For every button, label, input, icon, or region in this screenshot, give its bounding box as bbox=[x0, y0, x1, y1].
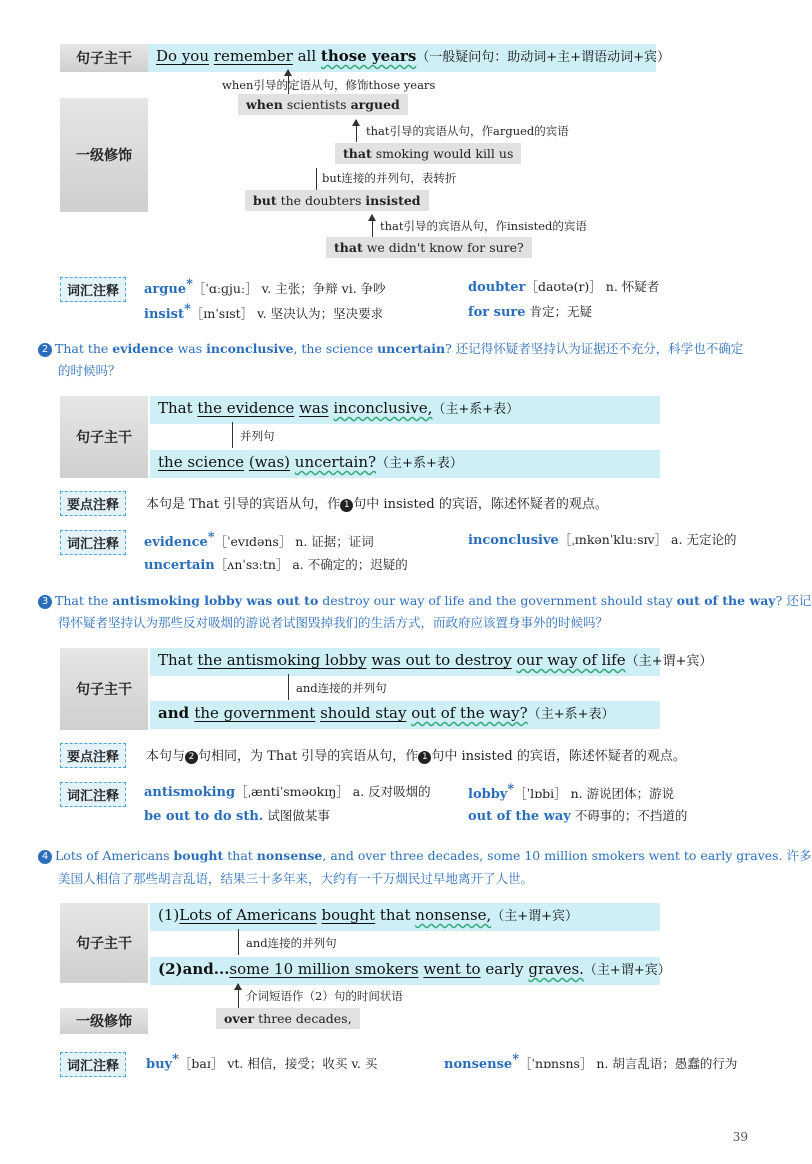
subject: the government bbox=[194, 704, 316, 722]
conjunction: (2)and... bbox=[158, 960, 230, 978]
verb: remember bbox=[213, 47, 293, 65]
note-but-clause: but连接的并列句，表转折 bbox=[322, 171, 457, 185]
vocab-definition: 试图做某事 bbox=[267, 808, 330, 823]
label-vocab-1: 词汇注释 bbox=[60, 277, 126, 302]
text: destroy our way of life and the government should stay bbox=[318, 593, 677, 608]
text: , the science bbox=[293, 341, 378, 356]
vocab-word: antismoking bbox=[144, 785, 236, 800]
main-clause-2b bbox=[150, 450, 660, 478]
clause-that-1 bbox=[335, 143, 521, 164]
sentence-4-en bbox=[38, 846, 812, 864]
star-icon: * bbox=[186, 277, 193, 292]
vocab-definition: 不碍事的；不挡道的 bbox=[574, 808, 688, 823]
star-icon: * bbox=[172, 1052, 179, 1067]
note-that-clause: that引导的宾语从句，作argued的宾语 bbox=[366, 124, 569, 138]
label-main-clause-2: 句子主干 bbox=[60, 396, 148, 478]
number-badge: 2 bbox=[185, 751, 198, 764]
label-key-3: 要点注释 bbox=[60, 743, 126, 768]
text: 本句与 bbox=[146, 749, 186, 764]
subject: Lots of Americans bbox=[179, 906, 317, 924]
sentence-2-en bbox=[38, 339, 743, 357]
text: argued bbox=[350, 97, 400, 112]
arrow-icon bbox=[234, 983, 242, 990]
vocab-word: buy bbox=[146, 1057, 173, 1073]
text: scientists bbox=[282, 97, 351, 112]
sentence-3-zh: 得怀疑者坚持认为那些反对吸烟的游说者试图毁掉我们的生活方式，而政府应该置身事外的时候吗？ bbox=[58, 615, 609, 630]
text: was bbox=[173, 341, 207, 356]
vocab-word: argue bbox=[144, 282, 187, 298]
subject: the science bbox=[158, 453, 245, 471]
translation: 还记 bbox=[782, 593, 812, 608]
vocab-word: out of the way bbox=[468, 809, 571, 824]
label-main-clause-1: 句子主干 bbox=[60, 44, 148, 72]
text: Lots of Americans bbox=[55, 848, 174, 863]
key-point-2 bbox=[146, 493, 608, 512]
vocab-word: inconclusive bbox=[468, 533, 559, 548]
sentence-4-zh: 美国人相信了那些胡言乱语，结果三十多年来，大约有一千万烟民过早地离开了人世。 bbox=[58, 871, 534, 886]
number-badge: 4 bbox=[38, 850, 52, 864]
arrow-icon bbox=[284, 69, 292, 76]
predicative: inconclusive, bbox=[333, 399, 433, 417]
object: those years bbox=[320, 47, 417, 65]
verb: was out to destroy bbox=[371, 651, 512, 669]
translation: 还记得怀疑者坚持认为证据还不充分，科学也不确定 bbox=[451, 341, 744, 356]
vocab-nonsense bbox=[444, 1052, 737, 1072]
star-icon: * bbox=[183, 302, 191, 317]
star-icon: * bbox=[507, 782, 515, 797]
vocab-doubter bbox=[468, 277, 659, 295]
vocab-definition: ［ˈevɪdəns］ n. 证据；证词 bbox=[214, 534, 374, 550]
vocab-be-out-to bbox=[144, 806, 330, 824]
connector-line bbox=[288, 674, 289, 700]
vocab-inconclusive bbox=[468, 530, 736, 548]
vocab-definition: ［daʊtə(r)］ n. 怀疑者 bbox=[525, 279, 660, 294]
text: three decades, bbox=[254, 1011, 352, 1026]
verb: should stay bbox=[320, 704, 407, 722]
text: over bbox=[224, 1011, 255, 1026]
key-point-3 bbox=[146, 745, 686, 764]
vocab-definition: ［ɪnˈsɪst］ v. 坚决认为；坚决要求 bbox=[190, 306, 384, 322]
vocab-definition: ［ˈnɒnsns］ n. 胡言乱语；愚蠢的行为 bbox=[519, 1056, 738, 1072]
text: nonsense bbox=[256, 848, 323, 863]
main-clause-4b bbox=[150, 957, 671, 985]
subject: the evidence bbox=[197, 399, 295, 417]
number-badge: 3 bbox=[38, 595, 52, 609]
verb: (was) bbox=[248, 453, 291, 471]
text: that bbox=[334, 240, 363, 255]
vocab-word: insist bbox=[144, 307, 184, 323]
vocab-definition: 肯定；无疑 bbox=[529, 304, 593, 319]
vocab-word: lobby bbox=[468, 787, 508, 803]
subject: you bbox=[181, 47, 209, 65]
vocab-definition: ［baɪ］ vt. 相信，接受；收买 v. 买 bbox=[178, 1056, 378, 1072]
subject: the antismoking lobby bbox=[197, 651, 367, 669]
conjunction-note: 并列句 bbox=[240, 429, 275, 443]
predicative: out of the way? bbox=[411, 704, 528, 722]
text: 本句是 That 引导的宾语从句，作 bbox=[146, 497, 341, 512]
translation: 许多 bbox=[782, 848, 812, 863]
vocab-word: nonsense bbox=[444, 1057, 513, 1073]
text: That the bbox=[55, 593, 113, 608]
clause-over bbox=[216, 1008, 360, 1029]
text: Do bbox=[156, 47, 182, 65]
vocab-definition: ［ˈlɒbi］ n. 游说团体；游说 bbox=[514, 786, 675, 802]
vocab-definition: ［ʌnˈsɜːtn］ a. 不确定的；迟疑的 bbox=[214, 557, 408, 572]
clause-when bbox=[238, 94, 408, 115]
structure-note: （主+谓+宾） bbox=[625, 654, 713, 669]
text: evidence bbox=[112, 341, 174, 356]
text: inconclusive bbox=[206, 341, 294, 356]
vocab-word: doubter bbox=[468, 280, 526, 295]
text: That bbox=[158, 651, 198, 669]
main-clause-4a bbox=[150, 903, 660, 931]
main-clause-1 bbox=[148, 44, 670, 72]
text: 句中 insisted 的宾语，陈述怀疑者的观点。 bbox=[431, 749, 686, 764]
vocab-insist bbox=[144, 302, 383, 322]
label-first-modifier-4: 一级修饰 bbox=[60, 1008, 148, 1034]
text: uncertain bbox=[377, 341, 446, 356]
label-vocab-3: 词汇注释 bbox=[60, 782, 126, 807]
vocab-word: uncertain bbox=[144, 558, 215, 573]
clause-that-2 bbox=[326, 237, 532, 258]
number-badge: 1 bbox=[340, 499, 353, 512]
structure-note: （主+系+表） bbox=[376, 456, 463, 471]
text: bought bbox=[173, 848, 224, 863]
text: the doubters bbox=[276, 193, 366, 208]
text: , and over three decades, some 10 million smokers went to early graves. bbox=[322, 848, 783, 863]
text: insisted bbox=[365, 193, 421, 208]
number-badge: 1 bbox=[418, 751, 431, 764]
main-clause-3b bbox=[150, 701, 660, 729]
vocab-definition: ［ˈɑːɡjuː］ v. 主张；争辩 vi. 争吵 bbox=[192, 281, 386, 297]
label-vocab-4: 词汇注释 bbox=[60, 1052, 126, 1077]
vocab-word: be out to do sth. bbox=[144, 809, 264, 824]
main-clause-3a bbox=[150, 648, 713, 676]
label-main-clause-3: 句子主干 bbox=[60, 648, 148, 730]
predicative: uncertain? bbox=[294, 453, 377, 471]
label-vocab-2: 词汇注释 bbox=[60, 530, 126, 555]
main-clause-2a bbox=[150, 396, 660, 424]
verb: went to bbox=[423, 960, 481, 978]
number-badge: 2 bbox=[38, 343, 52, 357]
text: early bbox=[480, 960, 529, 978]
vocab-antismoking bbox=[144, 782, 431, 800]
note-prep-phrase: 介词短语作（2）句的时间状语 bbox=[246, 989, 403, 1003]
sentence-3-en bbox=[38, 591, 811, 609]
clause-but bbox=[245, 190, 429, 211]
connector-line bbox=[238, 929, 239, 955]
conjunction-note: and连接的并列句 bbox=[296, 681, 387, 695]
text: (1) bbox=[158, 906, 180, 924]
vocab-uncertain bbox=[144, 555, 408, 573]
vocab-word: evidence bbox=[144, 535, 208, 551]
vocab-definition: ［ˌæntiˈsməʊkɪŋ］ a. 反对吸烟的 bbox=[235, 784, 431, 799]
text: ? bbox=[775, 593, 783, 608]
text: but bbox=[253, 193, 277, 208]
text: That bbox=[158, 399, 198, 417]
conjunction-note: and连接的并列句 bbox=[246, 936, 337, 950]
text: that bbox=[375, 906, 416, 924]
text: when bbox=[246, 97, 283, 112]
structure-note: （一般疑问句：助动词+主+谓语动词+宾） bbox=[416, 50, 670, 65]
structure-note: （主+谓+宾） bbox=[491, 909, 579, 924]
vocab-out-of-the-way bbox=[468, 806, 687, 824]
conjunction: and bbox=[158, 704, 195, 722]
text: ? bbox=[445, 341, 452, 356]
label-key-2: 要点注释 bbox=[60, 491, 126, 516]
verb: was bbox=[299, 399, 329, 417]
text: 句相同，为 That 引导的宾语从句，作 bbox=[198, 749, 419, 764]
sentence-2-zh: 的时候吗？ bbox=[58, 363, 121, 378]
object: nonsense, bbox=[415, 906, 492, 924]
structure-note: （主+谓+宾） bbox=[583, 963, 671, 978]
text: smoking would kill us bbox=[371, 146, 514, 161]
label-main-clause-4: 句子主干 bbox=[60, 903, 148, 983]
page-number: 39 bbox=[732, 1130, 748, 1144]
text: all bbox=[292, 47, 321, 65]
label-first-modifier-1: 一级修饰 bbox=[60, 98, 148, 212]
vocab-evidence bbox=[144, 530, 374, 550]
structure-note: （主+系+表） bbox=[432, 402, 520, 417]
object: our way of life bbox=[516, 651, 626, 669]
arrow-icon bbox=[368, 214, 376, 221]
arrow-icon bbox=[352, 119, 360, 126]
vocab-word: for sure bbox=[468, 305, 526, 320]
vocab-for-sure bbox=[468, 302, 592, 320]
text: that bbox=[223, 848, 257, 863]
text: 句中 insisted 的宾语，陈述怀疑者的观点。 bbox=[353, 497, 608, 512]
note-that-clause-2: that引导的宾语从句，作insisted的宾语 bbox=[380, 219, 587, 233]
subject: some 10 million smokers bbox=[229, 960, 419, 978]
star-icon: * bbox=[207, 530, 215, 545]
text: out of the way bbox=[676, 593, 776, 608]
vocab-buy bbox=[146, 1052, 377, 1072]
vocab-definition: ［ˌɪnkənˈkluːsɪv］ a. 无定论的 bbox=[558, 532, 737, 547]
star-icon: * bbox=[512, 1052, 520, 1067]
text: we didn't know for sure? bbox=[362, 240, 524, 255]
text: That the bbox=[55, 341, 113, 356]
structure-note: （主+系+表） bbox=[527, 707, 615, 722]
connector-line bbox=[316, 168, 317, 190]
object: graves. bbox=[528, 960, 584, 978]
text: antismoking lobby was out to bbox=[112, 593, 319, 608]
note-when-clause: when引导的定语从句，修饰those years bbox=[222, 78, 436, 92]
text: that bbox=[343, 146, 372, 161]
verb: bought bbox=[321, 906, 376, 924]
vocab-lobby bbox=[468, 782, 674, 802]
connector-line bbox=[232, 422, 233, 448]
vocab-argue bbox=[144, 277, 386, 297]
